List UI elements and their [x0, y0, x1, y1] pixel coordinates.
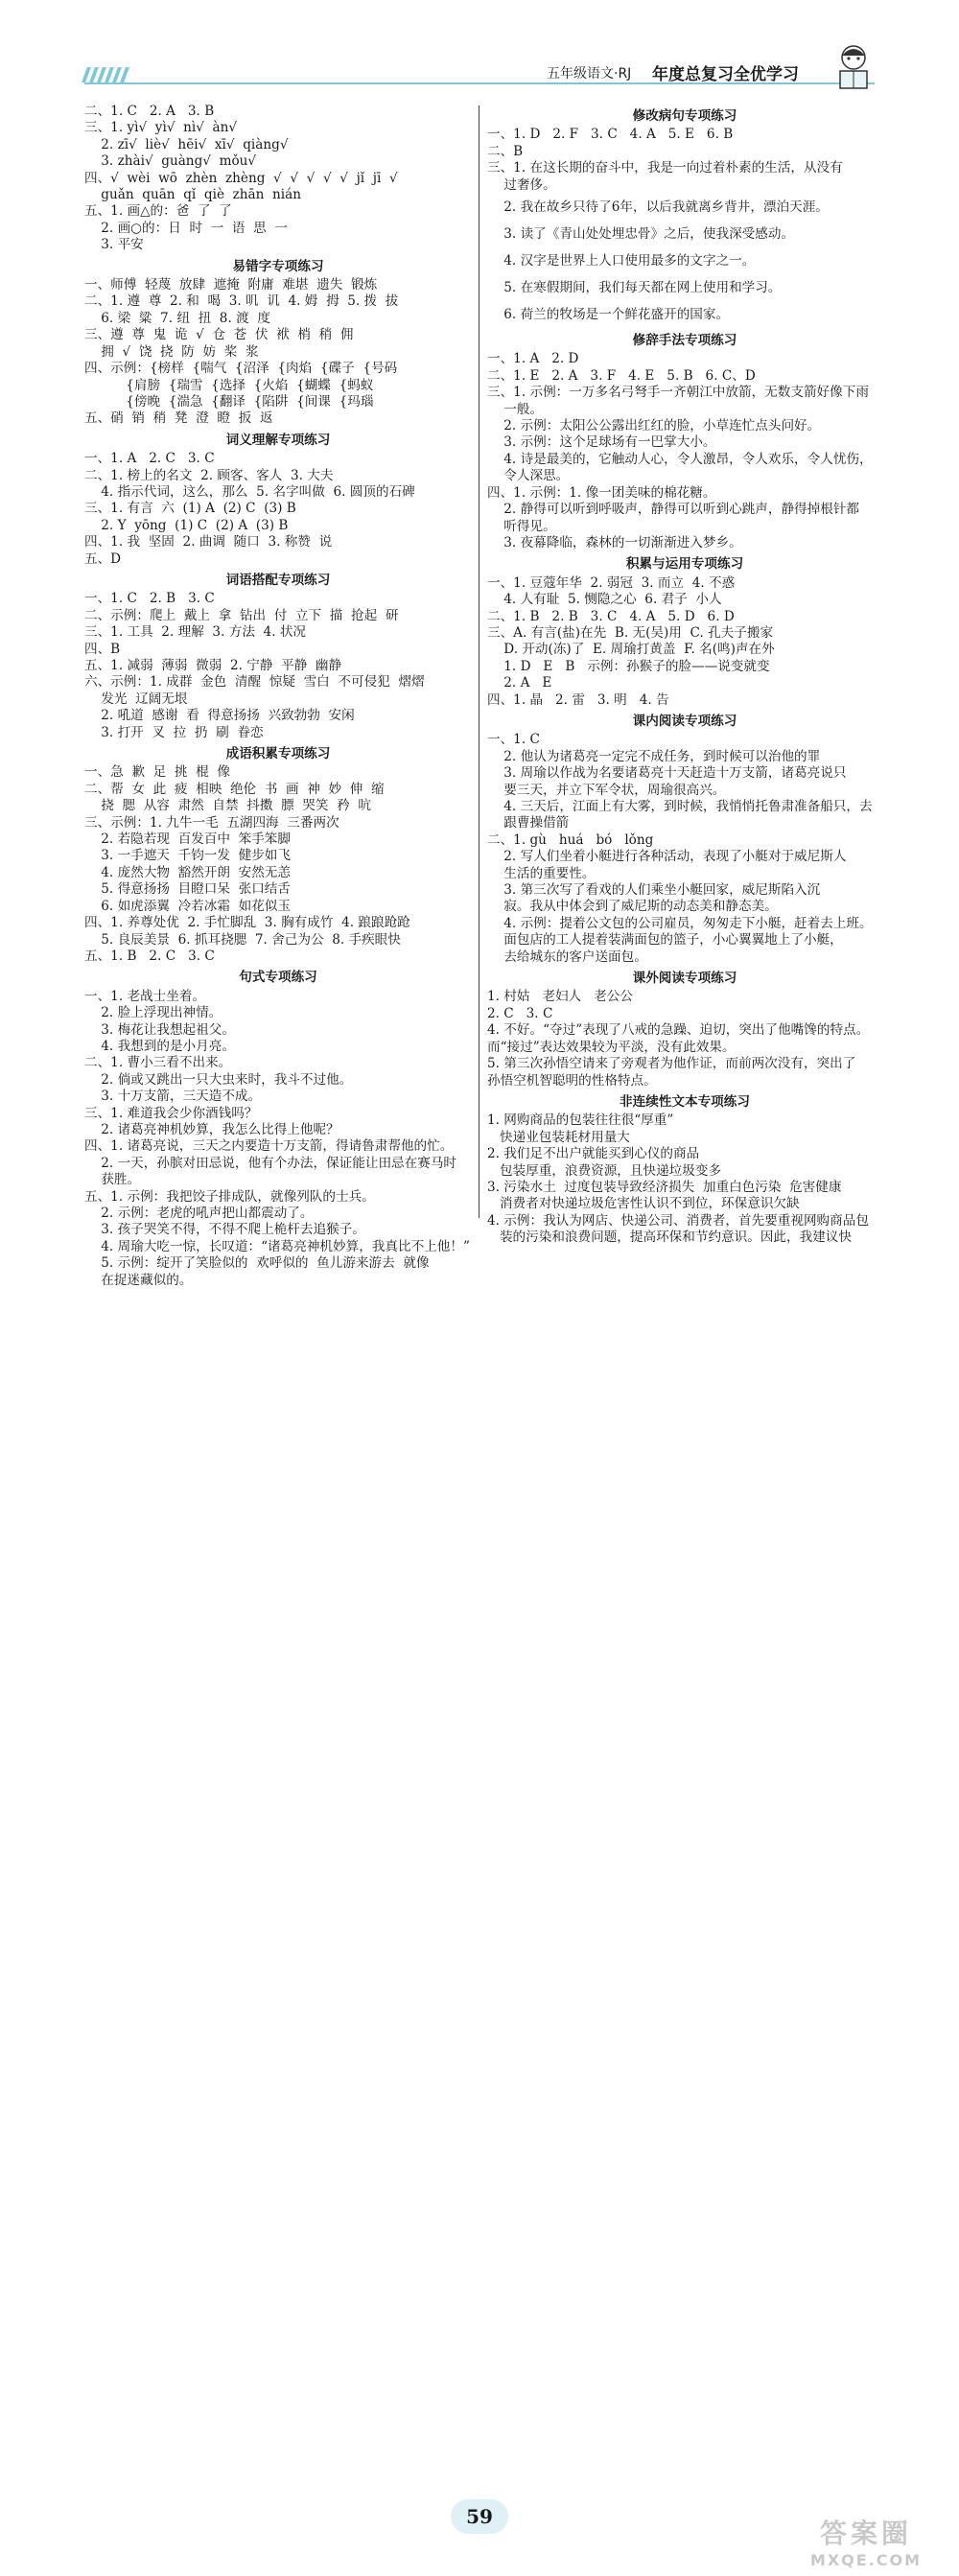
- answer-line: 三、A. 有言(盐)在先 B. 无(吴)用 C. 孔夫子搬家: [487, 624, 774, 641]
- answer-line: 五、1. 画△的：爸 了 了: [84, 203, 232, 220]
- header-subtitle: 五年级语文·RJ: [547, 66, 632, 82]
- answer-line: 包装厚重，浪费资源，且快递垃圾变多: [487, 1162, 722, 1179]
- answer-line: 一、1. A 2. D: [487, 351, 579, 367]
- answer-line: 四、1. 我 坚固 2. 曲调 随口 3. 称赞 说: [84, 534, 333, 550]
- answer-line: 5. 得意扬扬 目瞪口呆 张口结舌: [84, 881, 291, 898]
- answer-line: 一、1. 老战士坐着。: [84, 988, 206, 1004]
- answer-line: 快递业包装耗材用量大: [487, 1129, 630, 1145]
- page-footer: [0, 1247, 959, 2569]
- page-header: [0, 0, 959, 96]
- answer-line: 3. 周瑜以作战为名要诸葛亮十天赶造十万支箭，诸葛亮说只: [487, 765, 847, 782]
- answer-line: 令人深思。: [487, 468, 570, 484]
- answer-line: 一、1. A 2. C 3. C: [84, 451, 215, 467]
- reading-child-icon: [832, 42, 875, 94]
- answer-line: 4. 庞然大物 豁然开朗 安然无恙: [84, 864, 291, 880]
- answer-line: 4. 指示代词，这么，那么 5. 名字叫做 6. 圆顶的石碑: [84, 483, 415, 500]
- answer-line: 2. 写人们坐着小艇进行各种活动，表现了小艇对于威尼斯人: [487, 849, 847, 865]
- answer-line: 2. 一天，孙膑对田忌说，他有个办法，保证能让田忌在赛马时: [84, 1155, 457, 1171]
- answer-line: 一般。: [487, 401, 544, 417]
- answer-line: 三、1. 示例：一万多名弓弩手一齐朝江中放箭，无数支箭好像下雨: [487, 385, 869, 401]
- answer-line: 跟曹操借箭: [487, 815, 570, 831]
- answer-line: 挠 腮 从容 肃然 自禁 抖擞 膘 哭笑 矜 吭: [84, 798, 371, 814]
- answer-line: 2. 脸上浮现出神情。: [84, 1005, 222, 1021]
- answer-line: 三、1. 在这长期的奋斗中，我是一向过着朴素的生活，从没有: [487, 160, 843, 176]
- answer-line: 二、1. E 2. A 3. F 4. E 5. B 6. C、D: [487, 367, 756, 384]
- answer-line: 二、B: [487, 143, 524, 159]
- answer-line: 五、1. 示例：我把饺子排成队，就像列队的士兵。: [84, 1188, 375, 1205]
- answer-line: 发光 辽阔无垠: [84, 691, 188, 707]
- answer-line: D. 开动(冻)了 E. 周瑜打黄盖 F. 名(鸣)声在外: [487, 642, 775, 658]
- answer-line: 五、1. B 2. C 3. C: [84, 948, 215, 964]
- answer-line: {肩膀 {瑞雪 {选择 {火焰 {蝴蝶 {蚂蚁: [84, 377, 374, 393]
- answer-line: 2. Y yōng (1) C (2) A (3) B: [84, 517, 289, 533]
- answer-line: 一、师傅 轻蔑 放肆 遮掩 附庸 难堪 遗失 锻炼: [84, 277, 378, 293]
- answer-line: 消费者对快递垃圾危害性认识不到位，环保意识欠缺: [487, 1196, 800, 1212]
- answer-line: 二、帮 女 此 疲 相映 绝伦 书 画 神 妙 伸 缩: [84, 781, 385, 797]
- answer-line: 六、示例：1. 成群 金色 清醒 惊疑 雪白 不可侵犯 熠熠: [84, 674, 425, 691]
- answer-line: 二、1. 遵 尊 2. 和 喝 3. 叽 讥 4. 姆 拇 5. 拨 拔: [84, 293, 399, 310]
- answer-line: 三、遵 尊 鬼 诡 √ 仓 苍 伏 袱 梢 稍 佣: [84, 327, 354, 343]
- section-title: 课内阅读专项练习: [632, 713, 737, 729]
- answer-line: 2. 吼道 感谢 看 得意扬扬 兴致勃勃 安闲: [84, 708, 355, 724]
- answer-line: 三、1. yì√ yì√ nì√ àn√: [84, 120, 238, 136]
- answer-line: 2. 静得可以听到呼吸声，静得可以听到心跳声，静得掉根针都: [487, 502, 860, 518]
- answer-line: 四、1. 晶 2. 雷 3. 明 4. 告: [487, 691, 669, 708]
- answer-line: 4. 周瑜大吃一惊，长叹道：“诸葛亮神机妙算，我真比不上他！”: [84, 1238, 470, 1254]
- answer-line: 二、1. 曹小三看不出来。: [84, 1055, 232, 1071]
- answer-line: 五、硝 销 稍 凳 澄 瞪 扳 返: [84, 410, 273, 427]
- left-answer-column: [84, 104, 472, 1289]
- answer-line: 3. 污染水土 过度包装导致经济损失 加重白色污染 危害健康: [487, 1179, 842, 1195]
- answer-line: 4. 三天后，江面上有大雾，到时候，我悄悄托鲁肃准备船只，去: [487, 799, 873, 814]
- answer-line: 3. zhài√ guàng√ mǒu√: [84, 153, 257, 170]
- answer-line: 三、1. 难道我会少你酒钱吗？: [84, 1105, 258, 1121]
- answer-line: 3. 夜幕降临，森林的一切渐渐进入梦乡。: [487, 534, 742, 550]
- answer-line: 四、B: [84, 641, 121, 657]
- answer-line: 一、1. D 2. F 3. C 4. A 5. E 6. B: [487, 127, 734, 143]
- answer-line: 四、1. 示例：1. 像一团美味的棉花糖。: [487, 484, 716, 501]
- answer-line: 3. 十万支箭，三天造不成。: [84, 1089, 262, 1105]
- answer-line: 3. 孩子哭笑不得，不得不爬上桅杆去追猴子。: [84, 1222, 365, 1238]
- answer-line: 3. 平安: [84, 237, 144, 253]
- answer-line: 2. 若隐若现 百发百中 笨手笨脚: [84, 831, 291, 848]
- answer-line: 2. zī√ liè√ hēi√ xī√ qiàng√: [84, 136, 289, 152]
- section-title: 课外阅读专项练习: [632, 971, 737, 987]
- answer-line: 1. 网购商品的包装往往很“厚重”: [487, 1112, 674, 1129]
- answer-line: 5. 示例：绽开了笑脸似的 欢呼似的 鱼儿游来游去 就像: [84, 1255, 430, 1272]
- answer-line: 五、D: [84, 550, 122, 567]
- answer-line: 2. 诸葛亮神机妙算，我怎么比得上他呢？: [84, 1121, 339, 1137]
- answer-line: 过奢侈。: [487, 176, 556, 193]
- answer-line: 5. 在寒假期间，我们每天都在网上使用和学习。: [487, 280, 782, 296]
- answer-line: 装的污染和浪费问题，提高环保和节约意识。因此，我建议快: [487, 1229, 852, 1246]
- section-title: 非连续性文本专项练习: [620, 1093, 750, 1110]
- header-title: 年度总复习全优学习: [652, 65, 799, 84]
- answer-line: 去给城东的客户送面包。: [487, 948, 647, 965]
- answer-line: 三、1. 工具 2. 理解 3. 方法 4. 状况: [84, 624, 307, 641]
- answer-line: 听得见。: [487, 518, 556, 534]
- answer-line: 2. 示例：太阳公公露出红红的脸，小草连忙点头问好。: [487, 418, 821, 434]
- site-watermark: [784, 2513, 947, 2576]
- answer-line: 4. 诗是最美的，它触动人心，令人激昂，令人欢乐，令人忧伤，: [487, 451, 873, 467]
- answer-line: 一、1. 豆蔻年华 2. 弱冠 3. 而立 4. 不惑: [487, 574, 736, 591]
- answer-line: 四、1. 诸葛亮说，三天之内要造十万支箭，得请鲁肃帮他的忙。: [84, 1138, 454, 1155]
- answer-line: 寂。我从中体会到了威尼斯的动态美和静态美。: [487, 899, 778, 915]
- answer-line: 2. 我在故乡只待了6年，以后我就离乡背井，漂泊天涯。: [487, 199, 829, 216]
- answer-line: 4. 我想到的是小月亮。: [84, 1038, 235, 1054]
- watermark-logo-text: 答案圈: [819, 2517, 912, 2549]
- answer-line: 2. 示例：老虎的吼声把山都震动了。: [84, 1206, 314, 1221]
- answer-line: 4. 不好。“夺过”表现了八戒的急躁、迫切，突出了他嘴馋的特点。: [487, 1022, 870, 1039]
- answer-line: 1. 村姑 老妇人 老公公: [487, 989, 633, 1005]
- answer-line: 4. 人有耻 5. 恻隐之心 6. 君子 小人: [487, 592, 722, 608]
- answer-line: 3. 打开 叉 拉 扔 刷 眷恋: [84, 724, 264, 740]
- answer-line: 获胜。: [84, 1172, 141, 1188]
- section-title: 修辞手法专项练习: [632, 333, 737, 349]
- answer-line: 而“接过”表达效果较为平淡，没有此效果。: [487, 1039, 736, 1055]
- page-number: 59: [451, 2499, 508, 2534]
- answer-line: {傍晚 {湍急 {翻译 {陷阱 {间课 {玛瑙: [84, 393, 374, 410]
- answer-line: 三、1. 有言 六 (1) A (2) C (3) B: [84, 501, 296, 517]
- answer-line: 三、示例：1. 九牛一毛 五湖四海 三番两次: [84, 814, 339, 831]
- column-divider: [479, 105, 480, 1218]
- answer-line: 要三天，并立下军令状，周瑜很高兴。: [487, 782, 726, 798]
- section-title: 词语搭配专项练习: [225, 572, 331, 588]
- answer-line: 四、示例：{榜样 {喘气 {沼泽 {肉焰 {碟子 {号码: [84, 361, 398, 377]
- answer-line: 6. 梁 粱 7. 纽 扭 8. 渡 度: [84, 310, 270, 326]
- answer-line: 四、√ wèi wō zhèn zhèng √ √ √ √ √ jǐ jī √: [84, 170, 398, 186]
- answer-line: 二、1. C 2. A 3. B: [84, 104, 215, 119]
- section-title: 句式专项练习: [239, 970, 317, 986]
- section-title: 修改病句专项练习: [632, 108, 737, 124]
- section-title: 易错字专项练习: [232, 258, 324, 274]
- answer-line: 3. 梅花让我想起祖父。: [84, 1021, 235, 1038]
- answer-line: 2. A E: [487, 675, 552, 691]
- answer-line: 2. 倘或又跳出一只大虫来时，我斗不过他。: [84, 1071, 353, 1088]
- answer-line: 4. 示例：我认为网店、快递公司、消费者，首先要重视网购商品包: [487, 1212, 869, 1229]
- answer-line: 6. 如虎添翼 冷若冰霜 如花似玉: [84, 898, 291, 914]
- answer-line: 一、急 歉 足 挑 棍 像: [84, 764, 230, 781]
- answer-line: 2. 画○的：日 时 一 语 思 一: [84, 220, 288, 236]
- answer-line: 二、示例：爬上 戴上 拿 钻出 付 立下 描 抢起 研: [84, 607, 399, 623]
- answer-line: 3. 示例：这个足球场有一巴掌大小。: [487, 434, 716, 451]
- section-title: 词义理解专项练习: [225, 432, 331, 448]
- answer-line: 3. 一手遮天 千钧一发 健步如飞: [84, 848, 291, 864]
- watermark-url: MXQE.COM: [809, 2551, 923, 2569]
- answer-line: 五、1. 减弱 薄弱 微弱 2. 宁静 平静 幽静: [84, 658, 342, 673]
- answer-line: 2. 他认为诸葛亮一定完不成任务，到时候可以治他的罪: [487, 748, 821, 764]
- section-title: 积累与运用专项练习: [625, 556, 744, 573]
- answer-line: 4. 汉字是世界上人口使用最多的文字之一。: [487, 253, 756, 269]
- answer-line: guǎn quān qǐ qiè zhān nián: [84, 187, 302, 203]
- answer-line: 二、1. 榜上的名文 2. 顾客、客人 3. 大夫: [84, 467, 334, 483]
- answer-line: 二、1. B 2. B 3. C 4. A 5. D 6. D: [487, 608, 735, 624]
- answer-line: 生活的重要性。: [487, 865, 596, 881]
- answer-line: 孙悟空机智聪明的性格特点。: [487, 1072, 657, 1089]
- right-answer-column: [487, 104, 882, 1247]
- answer-line: 2. C 3. C: [487, 1005, 553, 1021]
- answer-line: 拥 √ 饶 挠 防 妨 桨 浆: [84, 343, 259, 360]
- answer-line: 1. D E B 示例：孙猴子的脸——说变就变: [487, 658, 770, 674]
- answer-line: 一、1. C 2. B 3. C: [84, 591, 215, 607]
- answer-line: 3. 第三次写了看戏的人们乘坐小艇回家，威尼斯陷入沉: [487, 882, 821, 899]
- answer-line: 3. 读了《青山处处埋忠骨》之后，使我深受感动。: [487, 226, 795, 243]
- answer-line: 5. 良辰美景 6. 抓耳挠腮 7. 舍己为公 8. 手疾眼快: [84, 931, 401, 948]
- answer-line: 一、1. C: [487, 732, 540, 748]
- answer-line: 4. 示例：提着公文包的公司雇员，匆匆走下小艇，赶着去上班。: [487, 915, 873, 931]
- answer-line: 6. 荷兰的牧场是一个鲜花盛开的国家。: [487, 307, 730, 323]
- answer-line: 二、1. gù huá bó lǒng: [487, 831, 654, 848]
- answer-line: 在捉迷藏似的。: [84, 1272, 193, 1288]
- answer-line: 2. 我们足不出户就能买到心仪的商品: [487, 1146, 700, 1162]
- answer-line: 面包店的工人提着装满面包的篮子，小心翼翼地上了小艇，: [487, 932, 843, 948]
- section-title: 成语积累专项练习: [225, 746, 331, 762]
- answer-line: 5. 第三次孙悟空请来了旁观者为他作证，而前两次没有，突出了: [487, 1056, 856, 1072]
- answer-line: 四、1. 养尊处优 2. 手忙脚乱 3. 胸有成竹 4. 踉踉跄跄: [84, 915, 410, 931]
